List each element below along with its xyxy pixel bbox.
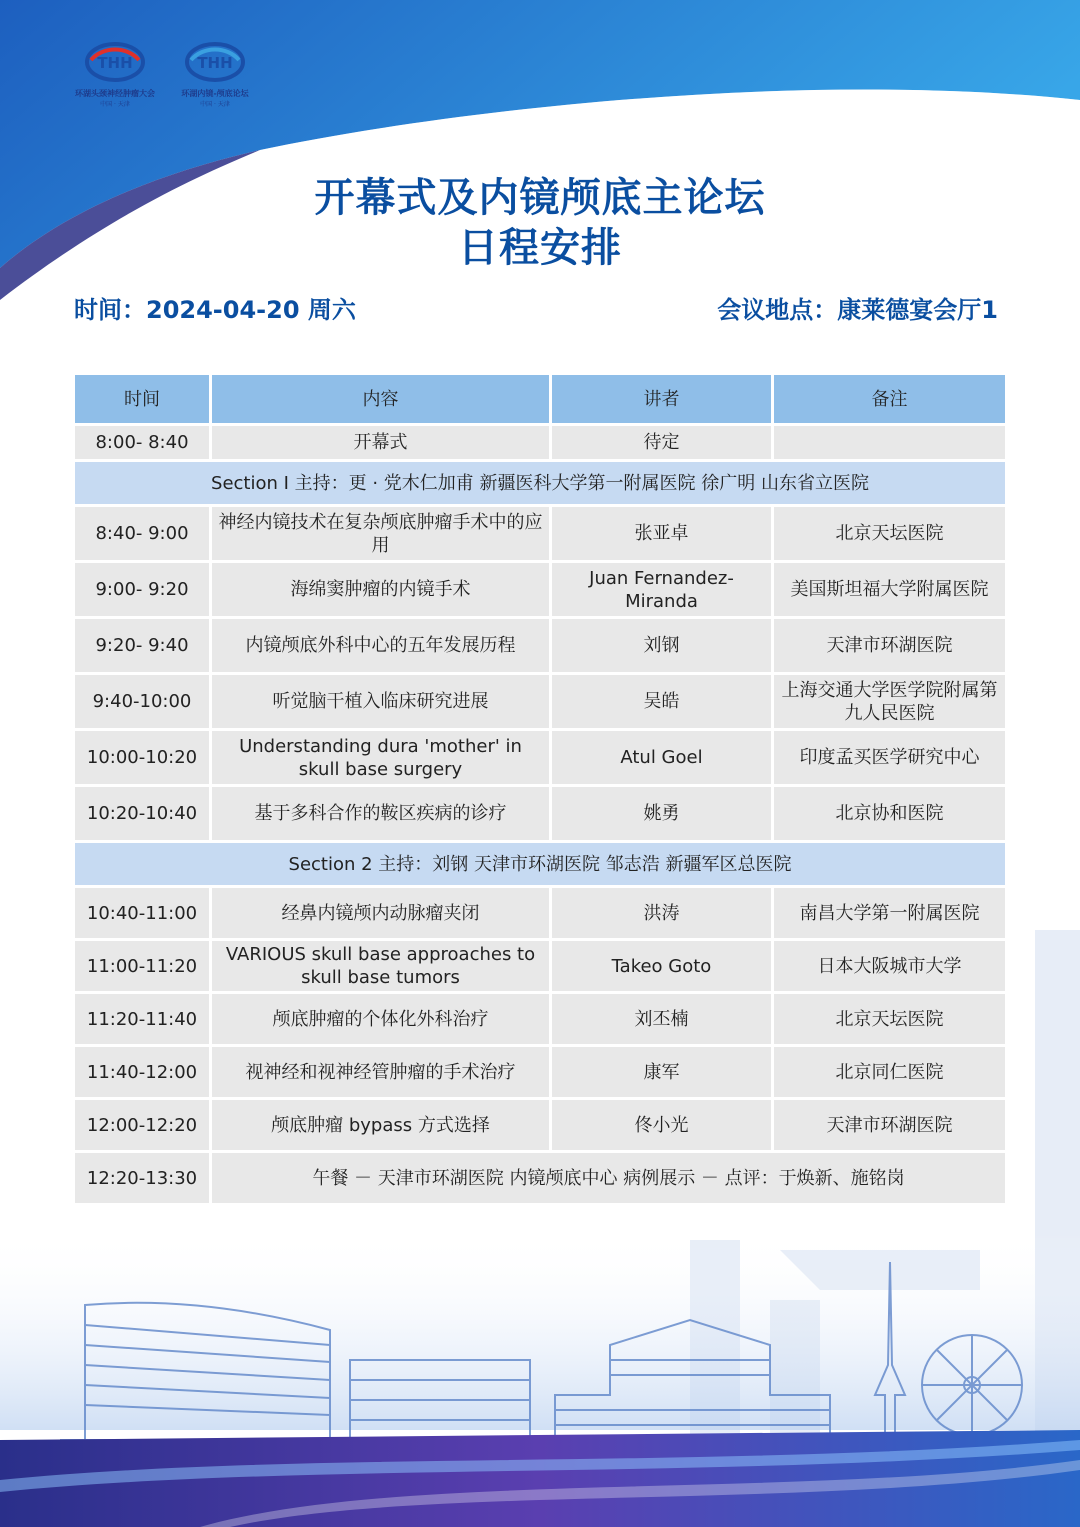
cell-content: 听觉脑干植入临床研究进展 — [212, 675, 552, 728]
table-row — [75, 619, 1005, 672]
page-title: 开幕式及内镜颅底主论坛 — [314, 175, 766, 221]
cell-note: 天津市环湖医院 — [774, 1100, 1005, 1150]
cell-content: 颅底肿瘤的个体化外科治疗 — [212, 994, 552, 1044]
cell-time: 10:40-11:00 — [75, 888, 212, 938]
logo-place: 中国 · 天津 — [100, 101, 130, 108]
cell-content: 海绵窦肿瘤的内镜手术 — [212, 563, 552, 616]
cell-time: 8:40- 9:00 — [75, 507, 212, 560]
cell-note: 北京天坛医院 — [774, 994, 1005, 1044]
page-subtitle: 日程安排 — [458, 225, 622, 271]
cell-time: 9:20- 9:40 — [75, 619, 212, 672]
cell-speaker: Takeo Goto — [552, 941, 774, 991]
table-row — [75, 941, 1005, 991]
table-row — [75, 563, 1005, 616]
table-row — [75, 888, 1005, 938]
cell-speaker: 刘丕楠 — [552, 994, 774, 1044]
cell-speaker: 刘钢 — [552, 619, 774, 672]
cell-time: 11:00-11:20 — [75, 941, 212, 991]
cell-note: 上海交通大学医学院附属第九人民医院 — [774, 675, 1005, 728]
cell-note: 印度孟买医学研究中心 — [774, 731, 1005, 784]
event-time: 时间：2024-04-20 周六 — [74, 296, 356, 324]
logo-place: 中国 · 天津 — [200, 101, 230, 108]
cell-time: 11:40-12:00 — [75, 1047, 212, 1097]
cell-content: 开幕式 — [212, 426, 552, 459]
cell-speaker: 佟小光 — [552, 1100, 774, 1150]
cell-content: 基于多科合作的鞍区疾病的诊疗 — [212, 787, 552, 840]
cell-speaker: 待定 — [552, 426, 774, 459]
schedule-table — [75, 372, 1005, 1206]
thh-forum-logo-icon — [183, 40, 247, 84]
event-venue: 会议地点：康莱德宴会厅1 — [717, 296, 998, 324]
cell-time: 12:00-12:20 — [75, 1100, 212, 1150]
table-row — [75, 507, 1005, 560]
section-2-title: Section 2 主持：刘钢 天津市环湖医院 邹志浩 新疆军区总医院 — [75, 843, 1005, 885]
cell-speaker: 洪涛 — [552, 888, 774, 938]
section-1-header — [75, 462, 1005, 504]
table-row-lunch — [75, 1153, 1005, 1203]
cell-speaker: 康军 — [552, 1047, 774, 1097]
table-row — [75, 787, 1005, 840]
table-row — [75, 731, 1005, 784]
cell-content: Understanding dura 'mother' in skull base surgery — [212, 731, 552, 784]
cell-content: 午餐 － 天津市环湖医院 内镜颅底中心 病例展示 － 点评：于焕新、施铭岗 — [212, 1153, 1005, 1203]
cell-content: 经鼻内镜颅内动脉瘤夹闭 — [212, 888, 552, 938]
cell-content: VARIOUS skull base approaches to skull base tumors — [212, 941, 552, 991]
cell-content: 神经内镜技术在复杂颅底肿瘤手术中的应用 — [212, 507, 552, 560]
cell-time: 8:00- 8:40 — [75, 426, 212, 459]
section-1-title: Section I 主持：更 · 党木仁加甫 新疆医科大学第一附属医院 徐广明 山东省立医院 — [75, 462, 1005, 504]
table-header — [75, 375, 1005, 423]
logo-group — [70, 40, 270, 140]
logo-name: 环湖头颈神经肿瘤大会 — [75, 89, 155, 98]
cell-speaker: 张亚卓 — [552, 507, 774, 560]
header-time: 时间 — [75, 375, 212, 423]
section-2-header — [75, 843, 1005, 885]
cell-content: 颅底肿瘤 bypass 方式选择 — [212, 1100, 552, 1150]
table-row — [75, 675, 1005, 728]
logo-thh-forum — [170, 40, 260, 108]
cell-time: 9:40-10:00 — [75, 675, 212, 728]
cell-content: 视神经和视神经管肿瘤的手术治疗 — [212, 1047, 552, 1097]
table-row — [75, 1047, 1005, 1097]
cell-time: 10:00-10:20 — [75, 731, 212, 784]
cell-content: 内镜颅底外科中心的五年发展历程 — [212, 619, 552, 672]
cell-note: 南昌大学第一附属医院 — [774, 888, 1005, 938]
cell-time: 10:20-10:40 — [75, 787, 212, 840]
header-speaker: 讲者 — [552, 375, 774, 423]
table-row — [75, 1100, 1005, 1150]
cell-note: 美国斯坦福大学附属医院 — [774, 563, 1005, 616]
table-row — [75, 994, 1005, 1044]
svg-text:THH: THH — [197, 54, 233, 72]
cell-note: 天津市环湖医院 — [774, 619, 1005, 672]
cell-time: 12:20-13:30 — [75, 1153, 212, 1203]
cell-note — [774, 426, 1005, 459]
cell-note: 北京天坛医院 — [774, 507, 1005, 560]
logo-name: 环湖内镜-颅底论坛 — [181, 89, 249, 98]
header-note: 备注 — [774, 375, 1005, 423]
cell-note: 北京同仁医院 — [774, 1047, 1005, 1097]
cell-speaker: Atul Goel — [552, 731, 774, 784]
cell-note: 北京协和医院 — [774, 787, 1005, 840]
cell-time: 11:20-11:40 — [75, 994, 212, 1044]
logo-thh-conference — [70, 40, 160, 108]
cell-speaker: Juan Fernandez-Miranda — [552, 563, 774, 616]
cell-speaker: 姚勇 — [552, 787, 774, 840]
cell-time: 9:00- 9:20 — [75, 563, 212, 616]
cell-note: 日本大阪城市大学 — [774, 941, 1005, 991]
svg-text:THH: THH — [97, 54, 133, 72]
thh-logo-icon — [83, 40, 147, 84]
header-content: 内容 — [212, 375, 552, 423]
cell-speaker: 吴皓 — [552, 675, 774, 728]
table-row-opening — [75, 426, 1005, 459]
